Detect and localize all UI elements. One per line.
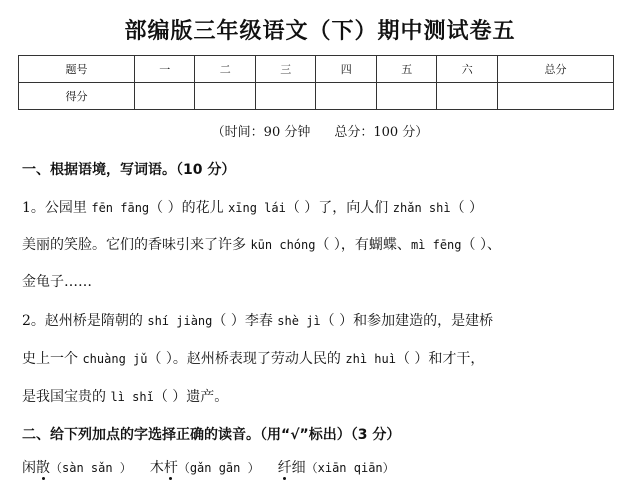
pinyin-prompt: xīng lái xyxy=(228,201,286,215)
score-row-label: 得分 xyxy=(19,83,135,110)
question-line xyxy=(22,234,501,254)
question-text: （ ）和才干， xyxy=(395,351,485,367)
word-char: 木 xyxy=(149,460,164,476)
section2-items xyxy=(22,457,395,477)
score-header-cell: 五 xyxy=(376,56,437,83)
pinyin-prompt: zhǎn shì xyxy=(392,201,451,215)
question-text: 史上一个 xyxy=(22,351,83,367)
pinyin-prompt: shè jì xyxy=(277,314,321,328)
question-text: 金龟子…… xyxy=(22,274,92,290)
pinyin-prompt: mì fēng xyxy=(410,238,462,252)
score-input-cell[interactable] xyxy=(195,83,256,110)
question-text: （ ） xyxy=(450,200,484,216)
question-text: 美丽的笑脸。它们的香味引来了许多 xyxy=(22,237,251,253)
reading-choice-item xyxy=(150,460,260,476)
question-text: 1。公园里 xyxy=(22,200,92,216)
score-header-cell: 题号 xyxy=(19,56,135,83)
exam-title: 部编版三年级语文（下）期中测试卷五 xyxy=(124,19,516,44)
dotted-char: 杆 xyxy=(163,460,178,476)
score-value-row xyxy=(19,83,614,110)
section2-heading: 二、给下列加点的字选择正确的读音。（用“√”标出）（3 分） xyxy=(22,427,401,443)
question-line xyxy=(22,310,493,330)
exam-meta xyxy=(0,121,640,140)
pinyin-prompt: zhì huì xyxy=(345,352,396,366)
pinyin-options[interactable]: （xiān qiān） xyxy=(305,461,395,475)
score-input-cell[interactable] xyxy=(376,83,437,110)
pinyin-options[interactable]: （gǎn gān ） xyxy=(177,461,260,475)
question-text: （ ）李春 xyxy=(212,313,278,329)
question-line xyxy=(22,386,228,406)
pinyin-prompt: chuàng jǔ xyxy=(82,352,148,366)
question-text: （ ）了，向人们 xyxy=(285,200,393,216)
question-line xyxy=(22,348,484,368)
score-header-cell: 三 xyxy=(255,56,316,83)
pinyin-prompt: lì shǐ xyxy=(110,390,154,404)
pinyin-prompt: kūn chóng xyxy=(250,238,316,252)
question-text: （ ）的花儿 xyxy=(149,200,229,216)
score-header-cell: 六 xyxy=(437,56,498,83)
question-text: （ ）。赵州桥表现了劳动人民的 xyxy=(147,351,346,367)
score-header-cell: 四 xyxy=(316,56,377,83)
score-input-cell[interactable] xyxy=(316,83,377,110)
question-text: （ ），有蝴蝶、 xyxy=(315,237,411,253)
word-char: 闲 xyxy=(22,460,36,476)
question-text: 2。赵州桥是隋朝的 xyxy=(22,313,148,329)
score-input-cell[interactable] xyxy=(134,83,195,110)
question-text: （ ）、 xyxy=(461,237,501,253)
question-line xyxy=(22,197,483,217)
score-input-cell[interactable] xyxy=(497,83,613,110)
dotted-char: 纤 xyxy=(277,460,292,476)
total-score: 总分：100 分） xyxy=(334,125,429,140)
reading-choice-item xyxy=(278,460,395,476)
score-header-cell: 总分 xyxy=(497,56,613,83)
word-char: 细 xyxy=(291,460,306,476)
question-text: 是我国宝贵的 xyxy=(22,389,111,405)
pinyin-options[interactable]: （sàn sǎn ） xyxy=(50,461,132,475)
section1-heading: 一、根据语境，写词语。（10 分） xyxy=(22,162,236,178)
score-header-cell: 一 xyxy=(134,56,195,83)
score-input-cell[interactable] xyxy=(255,83,316,110)
score-header-row xyxy=(19,56,614,83)
question-line xyxy=(22,271,92,291)
question-text: （ ）遗产。 xyxy=(153,389,229,405)
reading-choice-item xyxy=(22,460,132,476)
pinyin-prompt: shí jiàng xyxy=(147,314,213,328)
question-text: （ ）和参加建造的，是建桥 xyxy=(320,313,494,329)
dotted-char: 散 xyxy=(36,460,50,476)
pinyin-prompt: fēn fāng xyxy=(91,201,150,215)
score-table xyxy=(18,55,614,110)
score-header-cell: 二 xyxy=(195,56,256,83)
score-input-cell[interactable] xyxy=(437,83,498,110)
time-limit: （时间：90 分钟 xyxy=(211,125,311,140)
